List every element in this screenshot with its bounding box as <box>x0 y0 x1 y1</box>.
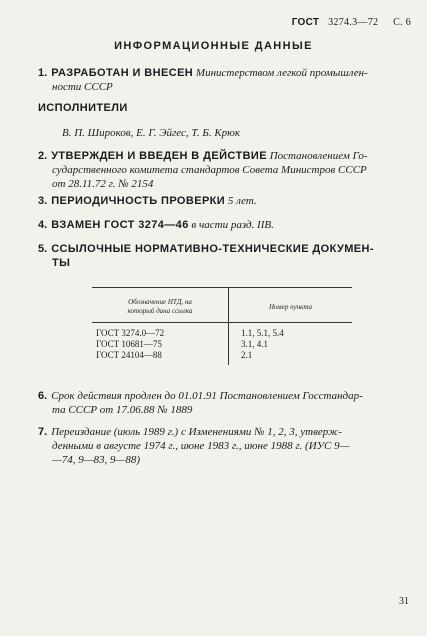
item-number: 7. <box>38 426 48 438</box>
item-number: 3. <box>38 195 48 207</box>
item-text-line3: —74, 9—83, 9—88) <box>52 454 141 466</box>
reference-documents-table <box>92 287 352 365</box>
item-3 <box>38 194 408 208</box>
item-text-line3: от 28.11.72 г. № 2154 <box>52 178 154 190</box>
header-page: С. 6 <box>393 17 411 28</box>
item-heading: ВЗАМЕН ГОСТ 3274—46 <box>51 219 189 231</box>
item-number: 1. <box>38 67 48 79</box>
item-heading-line2: ТЫ <box>52 257 71 269</box>
item-text-line2: денными в августе 1974 г., июне 1983 г., июне 1988 г. (ИУС 9— <box>52 440 350 452</box>
item-text-line2: сударственного комитета стандартов Совета Министров СССР <box>52 164 367 176</box>
item-7 <box>38 425 408 467</box>
section-title: ИНФОРМАЦИОННЫЕ ДАННЫЕ <box>114 40 313 52</box>
item-text: Переиздание (июль 1989 г.) с Изменениями № 1, 2, 3, утверж- <box>51 426 342 438</box>
page-header <box>292 17 411 28</box>
column-header-document <box>92 288 229 323</box>
item-heading: ПЕРИОДИЧНОСТЬ ПРОВЕРКИ <box>51 195 226 207</box>
item-text: в части разд. IIВ. <box>191 219 274 231</box>
table-row <box>92 339 352 350</box>
cell-clause: 1.1, 5.1, 5.4 <box>229 323 353 340</box>
executors-names <box>62 126 427 140</box>
cell-document: ГОСТ 24104—88 <box>96 350 162 360</box>
item-number: 6. <box>38 390 48 402</box>
cell-document: ГОСТ 10681—75 <box>96 339 162 349</box>
page-number: 31 <box>399 596 409 607</box>
item-number: 2. <box>38 150 48 162</box>
executors-title: ИСПОЛНИТЕЛИ <box>38 102 128 114</box>
column-header-line: который дана ссылка <box>127 307 193 315</box>
cell-clause: 2.1 <box>229 350 353 365</box>
item-1 <box>38 66 408 94</box>
item-heading: ССЫЛОЧНЫЕ НОРМАТИВНО-ТЕХНИЧЕСКИЕ ДОКУМЕН- <box>51 243 374 255</box>
column-header-clause: Номер пункта <box>229 288 353 323</box>
item-text: Срок действия продлен до 01.01.91 Постановлением Госстандар- <box>51 390 363 402</box>
executors-heading <box>38 101 408 115</box>
item-number: 5. <box>38 243 48 255</box>
table-row <box>92 323 352 340</box>
column-header-line: Обозначение НТД, на <box>128 298 192 306</box>
item-text-line2: ности СССР <box>52 81 113 93</box>
executors-list: В. П. Широков, Е. Г. Эйгес, Т. Б. Крюк <box>62 127 241 139</box>
item-5 <box>38 242 408 270</box>
header-standard-number: 3274.3—72 <box>328 17 379 28</box>
item-heading: УТВЕРЖДЕН И ВВЕДЕН В ДЕЙСТВИЕ <box>51 150 267 162</box>
table-row <box>92 350 352 365</box>
item-text: Министерством легкой промышлен- <box>195 67 368 79</box>
header-standard: ГОСТ <box>291 17 320 28</box>
item-heading: РАЗРАБОТАН И ВНЕСЕН <box>51 67 194 79</box>
cell-clause: 3.1, 4.1 <box>229 339 353 350</box>
item-text-line2: та СССР от 17.06.88 № 1889 <box>52 404 193 416</box>
item-4 <box>38 218 408 232</box>
item-text: Постановлением Го- <box>269 150 368 162</box>
cell-document: ГОСТ 3274.0—72 <box>96 328 165 338</box>
item-text: 5 лет. <box>227 195 257 207</box>
item-2 <box>38 149 408 191</box>
item-number: 4. <box>38 219 48 231</box>
table-header-row <box>92 288 352 323</box>
item-6 <box>38 389 408 417</box>
